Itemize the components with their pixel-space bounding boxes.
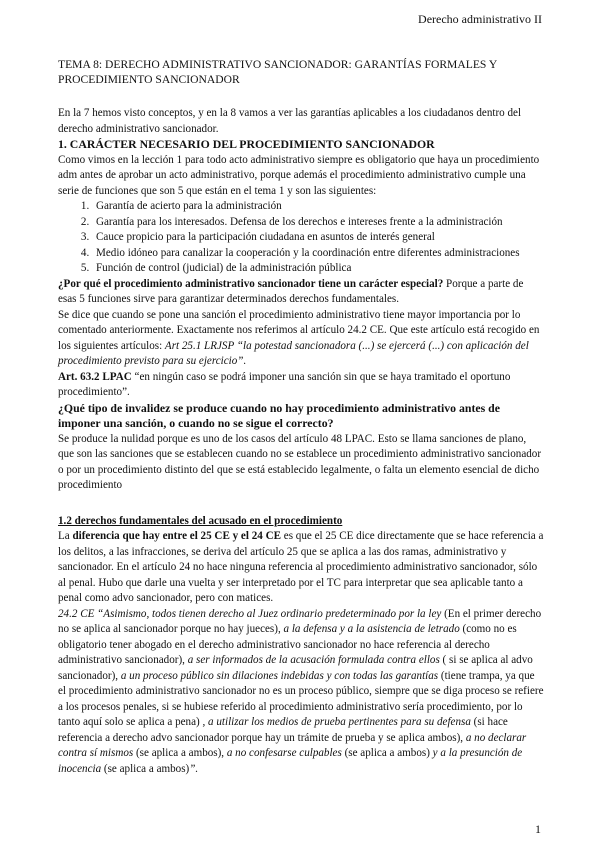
quote-part: a no declarar contra sí mismos — [58, 731, 527, 759]
list-item: 3. Cauce propicio para la participación ciudadana en asuntos de interés general — [92, 230, 544, 246]
paragraph — [58, 529, 544, 607]
comment: (se aplica a ambos) — [103, 762, 190, 775]
paragraph — [58, 308, 544, 370]
legal-quote: Art 25.1 LRJSP “la potestad sancionadora (...) se ejercerá (...) con aplicación del procedimiento previsto para su ejercicio”. — [58, 339, 529, 367]
list-item: 1. Garantía de acierto para la administración — [92, 199, 544, 215]
question: ¿Por qué el procedimiento administrativo sancionador tiene un carácter especial? — [58, 277, 444, 290]
comment: ( si se aplica al advo sancionador), — [58, 654, 533, 682]
list-item: 5. Función de control (judicial) de la administración pública — [92, 261, 544, 277]
comment: (se aplica a ambos), — [135, 747, 227, 759]
paragraph: Como vimos en la lección 1 para todo acto administrativo siempre es obligatorio que haya un procedimiento adm antes de aprobar un acto administrativo, porque además el procedimiento administrativo cumple una serie de funciones que son 5 que están en el tema 1 y son las siguientes: — [58, 153, 540, 197]
quote-part: a no confesarse culpables — [226, 747, 345, 759]
text: La — [58, 530, 73, 542]
paragraph-text: Se dice que cuando se pone una sanción el procedimiento administrativo tiene mayor importancia por lo comentado anteriormente. Exactamente nos referimos al artículo 24.2 CE. Que este artículo está recogido en los siguientes artículos: — [58, 308, 540, 352]
functions-list — [58, 199, 544, 277]
question-heading: ¿Qué tipo de invalidez se produce cuando no hay procedimiento administrativo antes de imponer una sanción, o cuando no se sigue el correcto? — [58, 400, 500, 430]
running-header: Derecho administrativo II — [418, 12, 542, 26]
paragraph — [58, 277, 544, 308]
list-item: 4. Medio idóneo para canalizar la cooperación y la coordinación entre diferentes administraciones — [92, 246, 544, 262]
emphasis: diferencia que hay entre el 25 CE y el 24 CE — [72, 530, 281, 542]
quote-part: a ser informados de la acusación formulada contra ellos — [187, 654, 443, 666]
quote-part: ”. — [189, 762, 199, 775]
page-number: 1 — [535, 822, 541, 836]
article-text: “en ningún caso se podrá imponer una sanción sin que se haya tramitado el oportuno procedimiento”. — [58, 370, 511, 398]
comment: (se aplica a ambos) — [344, 747, 433, 759]
quote-part: 24.2 CE “Asimismo, todos tienen derecho al Juez ordinario predeterminado por la ley — [58, 607, 445, 620]
article-ref: Art. 63.2 LPAC — [58, 370, 132, 383]
comment: (En el primer derecho no se aplica al sancionador porque no hay jueces), — [58, 607, 542, 635]
subsection-heading: 1.2 derechos fundamentales del acusado en el procedimiento — [58, 514, 343, 527]
text: es que el 25 CE dice directamente que se hace referencia a los delitos, a las infracciones, se deriva del artículo 25 que se aplica a las dos ramas, administrativo y sancionador. En el artículo 24 no hace ninguna referencia al procedimiento administrativo sancionador, sólo al penal. Hubo que darle una vuelta y ser interpretado por el TC para interpretar que sea aplicable tanto a penal como advo sancionador, pero con matices. — [58, 530, 544, 604]
comment: (tiene trampa, ya que el procedimiento administrativo sancionador no es un proceso público, siempre que se diga proceso se refiere a los procesos penales, si se hubiese referido al procedimiento administrativo sería procedimiento, por lo tanto aquí solo se aplica a pena) — [58, 669, 544, 728]
paragraph — [58, 370, 544, 401]
quote-part: , a utilizar los medios de prueba pertinentes para su defensa — [202, 716, 474, 728]
quote-part: a un proceso público sin dilaciones indebidas y con todas las garantías — [120, 669, 441, 682]
comment: (si hace referencia a derecho advo sancionador porque hay un trámite de prueba y se aplica ambos), — [58, 716, 508, 744]
answer-text: Porque a parte de esas 5 funciones sirve para garantizar determinados derechos fundamentales. — [58, 277, 524, 305]
list-item: 2. Garantía para los interesados. Defensa de los derechos e intereses frente a la administración — [92, 215, 544, 231]
intro-paragraph: En la 7 hemos visto conceptos, y en la 8 vamos a ver las garantías aplicables a los ciudadanos dentro del derecho administrativo sancionador. — [58, 107, 522, 135]
quote-part: y a la presunción de inocencia — [58, 747, 523, 775]
document-body — [58, 58, 544, 777]
section-heading: 1. CARÁCTER NECESARIO DEL PROCEDIMIENTO SANCIONADOR — [58, 137, 435, 151]
paragraph: Se produce la nulidad porque es uno de los casos del artículo 48 LPAC. Esto se llama sanciones de plano, que son las sanciones que se establecen cuando no se establece un procedimiento administrativo sancionador o por un procedimiento distinto del que se está establecido legalmente, o falta un elemento esencial de dicho procedimiento — [58, 432, 542, 491]
page-title: TEMA 8: DERECHO ADMINISTRATIVO SANCIONADOR: GARANTÍAS FORMALES Y PROCEDIMIENTO SANCIONADOR — [58, 58, 497, 86]
comment: (como no es obligatorio tener abogado en el derecho administrativo sancionador no hace referencia al derecho administrativo sancionador), — [58, 623, 517, 666]
paragraph — [58, 607, 544, 778]
quote-part: a la defensa y a la asistencia de letrado — [283, 623, 463, 635]
